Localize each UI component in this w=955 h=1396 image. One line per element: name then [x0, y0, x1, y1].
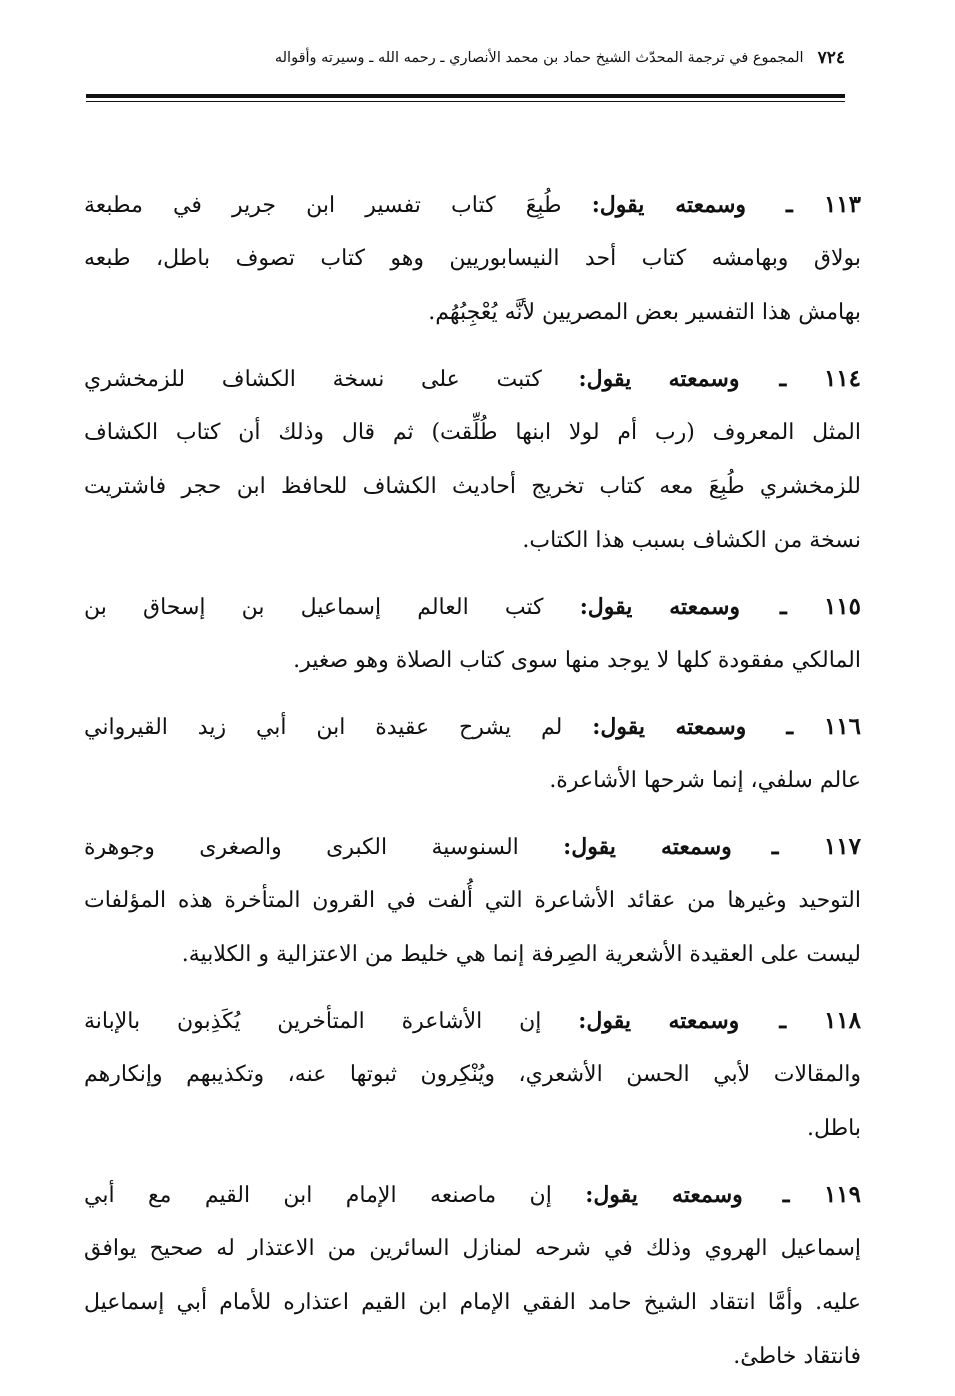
entry-lead: وسمعته يقول:	[578, 366, 740, 392]
entry-text: كتب العالم إسماعيل بن إسحاق بن	[84, 595, 544, 620]
entry-line: عالم سلفي، إنما شرحها الأشاعرة.	[549, 768, 861, 793]
entry-first-line	[84, 1168, 861, 1222]
entry-114	[84, 352, 861, 568]
entry-number: ١١٣ ـ	[786, 191, 861, 218]
entry-text: طُبِعَ كتاب تفسير ابن جرير في مطبعة	[84, 193, 562, 218]
entry-text: إن الأشاعرة المتأخرين يُكَذِبون بالإبانة	[84, 1009, 542, 1034]
entries-list	[84, 178, 861, 1396]
entry-117	[84, 820, 861, 982]
running-header	[150, 40, 845, 76]
entry-line: للزمخشري طُبِعَ معه كتاب تخريج أحاديث الكشاف للحافظ ابن حجر فاشتريت	[84, 474, 861, 499]
entry-number: ١١٧ ـ	[771, 833, 861, 860]
entry-line: المالكي مفقودة كلها لا يوجد منها سوى كتاب الصلاة وهو صغير.	[293, 648, 861, 673]
entry-lead: وسمعته يقول:	[592, 714, 747, 740]
entry-line: التوحيد وغيرها من عقائد الأشاعرة التي أُلفت في القرون المتأخرة هذه المؤلفات	[84, 888, 861, 913]
entry-line: إسماعيل الهروي وذلك في شرحه لمنازل السائرين من الاعتذار له صحيح يوافق	[84, 1236, 861, 1261]
entry-lead: وسمعته يقول:	[591, 192, 747, 218]
entry-119	[84, 1168, 861, 1384]
entry-lead: وسمعته يقول:	[578, 1008, 740, 1034]
entry-number: ١١٨ ـ	[779, 1007, 861, 1034]
header-rule-thick	[86, 94, 845, 98]
entry-number: ١١٥ ـ	[780, 593, 861, 620]
entry-line: نسخة من الكشاف بسبب هذا الكتاب.	[522, 528, 861, 553]
entry-text: السنوسية الكبرى والصغرى وجوهرة	[84, 835, 519, 860]
entry-first-line	[84, 994, 861, 1048]
entry-line: ليست على العقيدة الأشعرية الصِرفة إنما هي خليط من الاعتزالية و الكلابية.	[181, 942, 861, 967]
entry-first-line	[84, 700, 861, 754]
entry-first-line	[84, 820, 861, 874]
entry-number: ١١٦ ـ	[786, 713, 861, 740]
entry-lead: وسمعته يقول:	[563, 834, 732, 860]
entry-line: والمقالات لأبي الحسن الأشعري، ويُنْكِرون ثبوتها عنه، وتكذيبهم وإنكارهم	[84, 1062, 861, 1087]
entry-line: بهامش هذا التفسير بعض المصريين لأنَّه يُعْجِبُهُم.	[428, 300, 861, 325]
entry-text: كتبت على نسخة الكشاف للزمخشري	[84, 367, 542, 392]
entry-text: لم يشرح عقيدة ابن أبي زيد القيرواني	[84, 715, 563, 740]
entry-116	[84, 700, 861, 808]
entry-first-line	[84, 178, 861, 232]
entry-line: فانتقاد خاطئ.	[733, 1344, 861, 1369]
entry-first-line	[84, 352, 861, 406]
entry-lead: وسمعته يقول:	[579, 594, 741, 620]
entry-line: المثل المعروف (رب أم لولا ابنها طُلِّقت) ثم قال وذلك أن كتاب الكشاف	[84, 420, 861, 445]
entry-number: ١١٩ ـ	[782, 1181, 861, 1208]
entry-line: عليه. وأمَّا انتقاد الشيخ حامد الفقي الإمام ابن القيم اعتذاره للأمام أبي إسماعيل	[84, 1290, 861, 1315]
entry-text: إن ماصنعه الإمام ابن القيم مع أبي	[84, 1183, 552, 1208]
running-title: المجموع في ترجمة المحدّث الشيخ حماد بن محمد الأنصاري ـ رحمه الله ـ وسيرته وأقواله	[274, 50, 804, 66]
entry-first-line	[84, 580, 861, 634]
entry-number: ١١٤ ـ	[779, 365, 861, 392]
entry-line: باطل.	[807, 1116, 861, 1141]
entry-118	[84, 994, 861, 1156]
entry-113	[84, 178, 861, 340]
entry-line: بولاق وبهامشه كتاب أحد النيسابوريين وهو كتاب تصوف باطل، طبعه	[84, 246, 861, 271]
entry-115	[84, 580, 861, 688]
header-rule-thin	[86, 101, 845, 102]
page-number: ٧٢٤	[817, 48, 845, 68]
entry-lead: وسمعته يقول:	[585, 1182, 743, 1208]
